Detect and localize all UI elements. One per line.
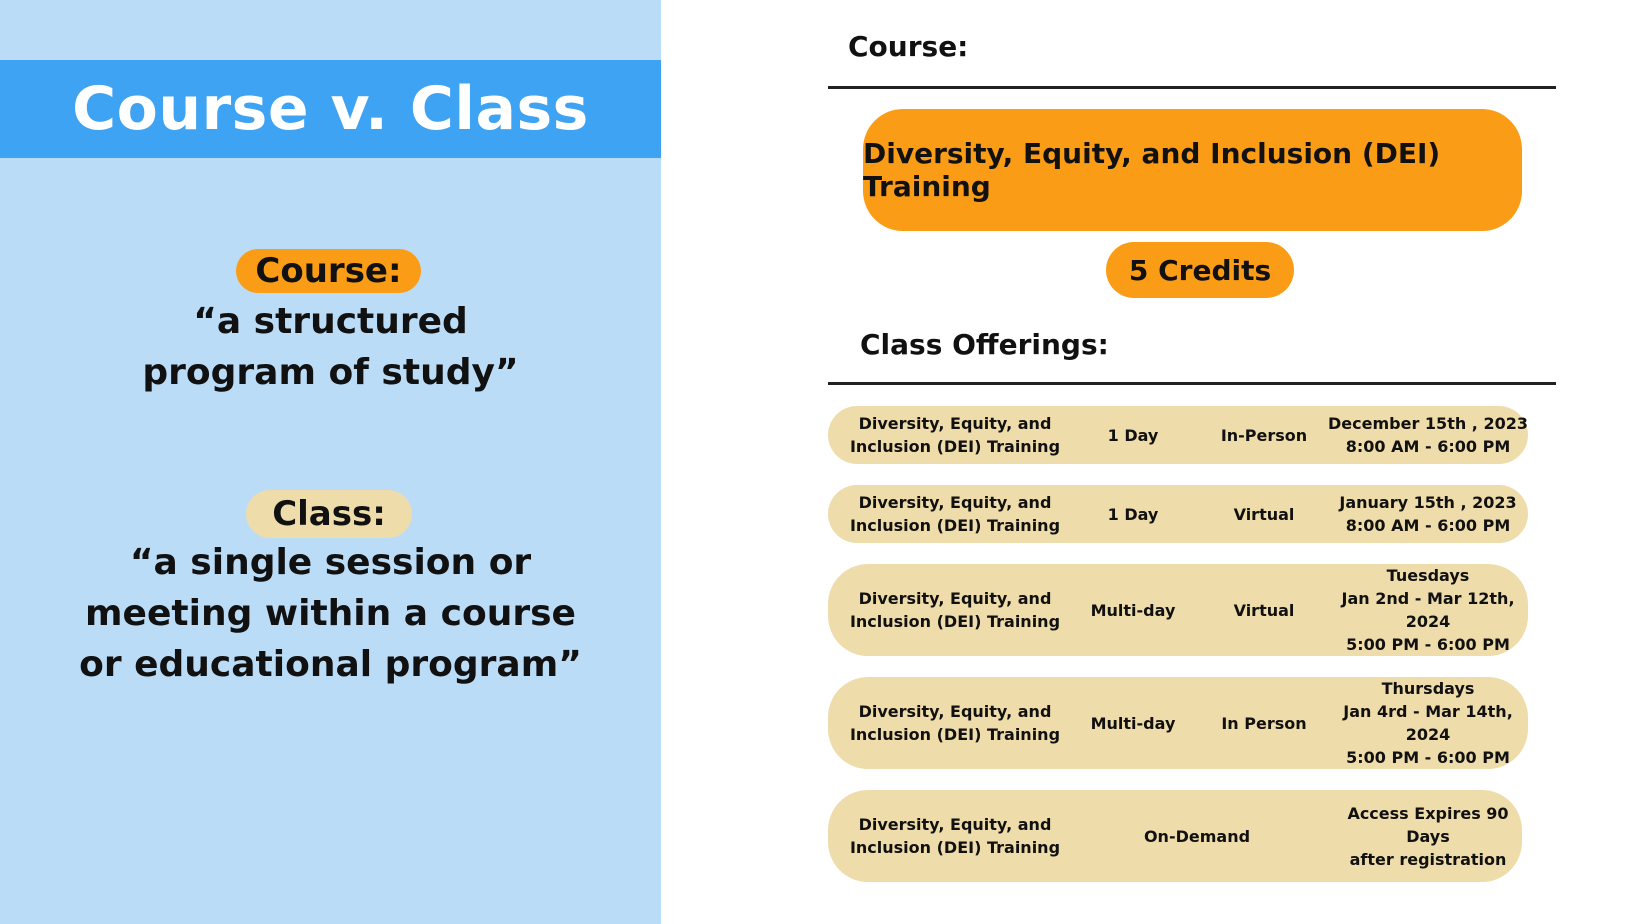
- offering-mode: In-Person: [1220, 425, 1308, 445]
- class-offerings-label: Class Offerings:: [860, 328, 1109, 361]
- offering-mode: On-Demand: [1143, 826, 1251, 846]
- offering-schedule: Thursdays Jan 4rd - Mar 14th, 2024 5:00 PM - 6:00 PM: [1343, 679, 1513, 767]
- class-offering-row: [828, 790, 1522, 882]
- offering-duration: 1 Day: [1107, 504, 1159, 524]
- class-definition-line: “a single session or: [129, 542, 532, 583]
- course-definition-line: program of study”: [142, 352, 519, 393]
- class-offering-row: [828, 677, 1528, 769]
- divider: [828, 86, 1556, 89]
- offering-name: Diversity, Equity, and Inclusion (DEI) Training: [849, 815, 1061, 857]
- offering-duration: Multi-day: [1090, 600, 1176, 620]
- page-title: Course v. Class: [72, 74, 589, 144]
- title-bar: [0, 60, 661, 158]
- offering-duration: 1 Day: [1107, 425, 1159, 445]
- class-definition-line: or educational program”: [79, 644, 582, 685]
- left-panel: [0, 0, 661, 924]
- class-definition: [0, 537, 661, 690]
- offering-schedule: December 15th , 2023 8:00 AM - 6:00 PM: [1328, 414, 1528, 456]
- course-definition-line: “a structured: [193, 301, 468, 342]
- offering-name: Diversity, Equity, and Inclusion (DEI) Training: [849, 414, 1061, 456]
- offering-mode: In Person: [1221, 713, 1307, 733]
- class-offering-row: [828, 564, 1528, 656]
- offering-schedule: January 15th , 2023 8:00 AM - 6:00 PM: [1339, 493, 1517, 535]
- course-definition: [0, 296, 661, 398]
- offering-schedule: Tuesdays Jan 2nd - Mar 12th, 2024 5:00 PM - 6:00 PM: [1341, 566, 1515, 654]
- divider: [828, 382, 1556, 385]
- course-term-badge: Course:: [236, 249, 421, 293]
- offering-mode: Virtual: [1233, 600, 1295, 620]
- course-section-label: Course:: [848, 30, 969, 63]
- offering-schedule: Access Expires 90 Days after registration: [1347, 803, 1509, 869]
- credits-badge: 5 Credits: [1106, 242, 1294, 298]
- class-offering-row: [828, 406, 1528, 464]
- class-term-badge: Class:: [246, 490, 412, 538]
- class-offering-row: [828, 485, 1528, 543]
- offering-duration: Multi-day: [1090, 713, 1176, 733]
- offering-name: Diversity, Equity, and Inclusion (DEI) Training: [849, 702, 1061, 744]
- offering-name: Diversity, Equity, and Inclusion (DEI) Training: [849, 493, 1061, 535]
- offering-mode: Virtual: [1233, 504, 1295, 524]
- offering-name: Diversity, Equity, and Inclusion (DEI) Training: [849, 589, 1061, 631]
- class-definition-line: meeting within a course: [85, 593, 576, 634]
- course-name-badge: Diversity, Equity, and Inclusion (DEI) Training: [863, 109, 1522, 231]
